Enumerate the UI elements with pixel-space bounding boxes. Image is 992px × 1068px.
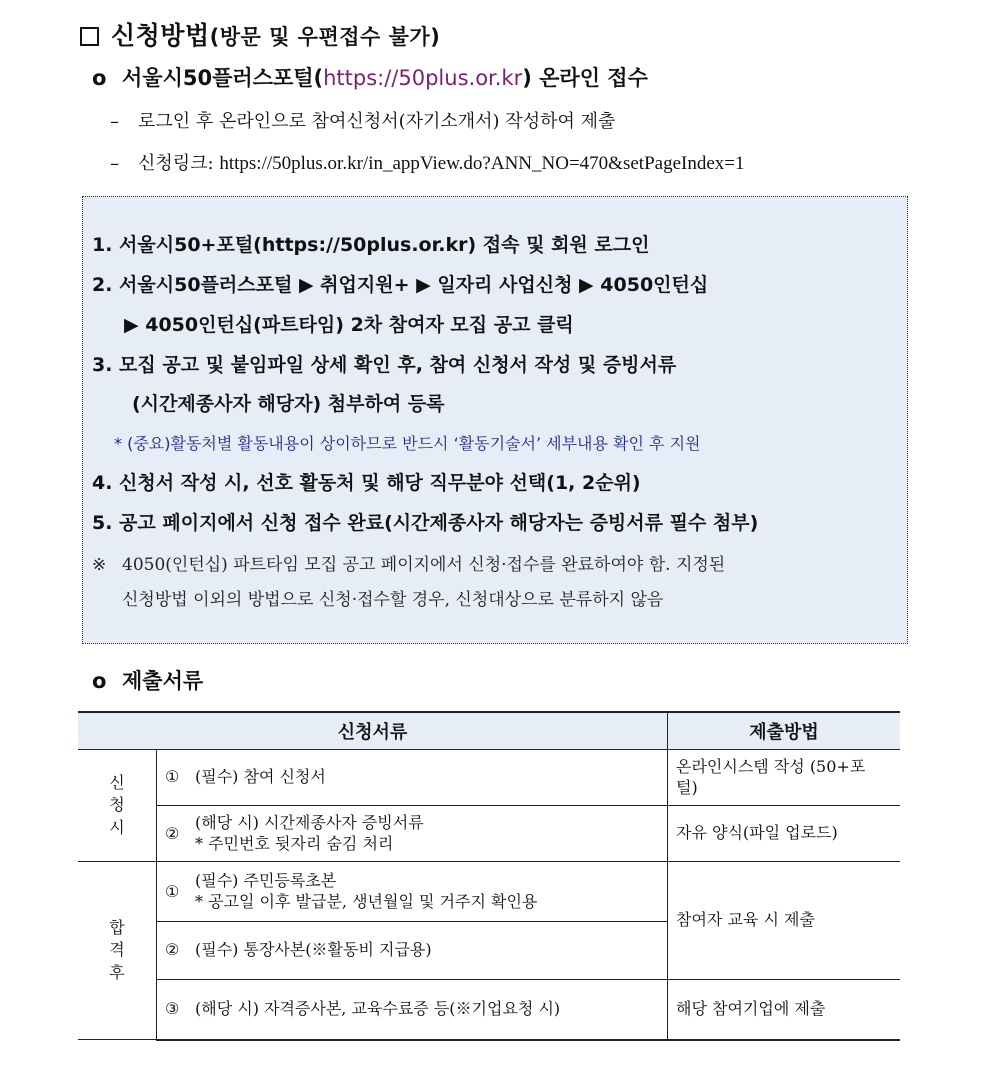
bullet-o: o	[92, 669, 107, 693]
section-subtitle: (방문 및 우편접수 불가)	[209, 25, 441, 49]
method-cell: 온라인시스템 작성 (50+포털)	[668, 750, 901, 806]
documents-table	[78, 711, 900, 1041]
bullet-o: o	[92, 66, 107, 90]
step-3-cont: (시간제종사자 해당자) 첨부하여 등록	[132, 393, 445, 415]
method-cell: 참여자 교육 시 제출	[668, 862, 901, 980]
doc-cell: ②(해당 시) 시간제종사자 증빙서류 * 주민번호 뒷자리 숨김 처리	[157, 806, 668, 862]
doc-cell: ①(필수) 주민등록초본 * 공고일 이후 발급분, 생년월일 및 거주지 확인용	[157, 862, 668, 922]
section-heading	[80, 16, 440, 52]
reference-note: ※ 4050(인턴십) 파트타임 모집 공고 페이지에서 신청·접수를 완료하여야 함. 지정된	[92, 555, 726, 575]
header-method: 제출방법	[668, 712, 901, 750]
table-row	[78, 980, 900, 1040]
table-row	[78, 862, 900, 922]
step-2-cont: ▶ 4050인턴십(파트타임) 2차 참여자 모집 공고 클릭	[124, 314, 574, 336]
doc-cell: ② (필수) 통장사본(※활동비 지급용)	[157, 922, 668, 980]
group-after-pass: 합격 후	[78, 862, 157, 1040]
method-cell: 해당 참여기업에 제출	[668, 980, 901, 1040]
step-2: 2. 서울시50플러스포털 ▶ 취업지원+ ▶ 일자리 사업신청 ▶ 4050인턴십	[92, 274, 709, 296]
step-1: 1. 서울시50+포털(https://50plus.or.kr) 접속 및 회원 로그인	[92, 234, 650, 256]
reference-mark: ※	[92, 555, 107, 575]
online-apply-item: o 서울시50플러스포털(https://50plus.or.kr) 온라인 접수	[92, 66, 648, 90]
section-title: 신청방법	[111, 21, 210, 50]
docs-heading	[92, 665, 203, 695]
steps-box	[82, 196, 908, 644]
step-3: 3. 모집 공고 및 붙임파일 상세 확인 후, 참여 신청서 작성 및 증빙서류	[92, 354, 677, 376]
apply-link-line: – 신청링크: https://50plus.or.kr/in_appView.do?ANN_NO=470&setPageIndex=1	[110, 153, 745, 174]
table-row	[78, 750, 900, 806]
step-5: 5. 공고 페이지에서 신청 접수 완료(시간제종사자 해당자는 증빙서류 필수 첨부)	[92, 512, 759, 534]
header-documents: 신청서류	[78, 712, 668, 750]
reference-note-cont: 신청방법 이외의 방법으로 신청·접수할 경우, 신청대상으로 분류하지 않음	[122, 590, 664, 610]
online-desc-line: – 로그인 후 온라인으로 참여신청서(자기소개서) 작성하여 제출	[110, 111, 616, 132]
docs-title: 제출서류	[122, 669, 204, 693]
method-cell: 자유 양식(파일 업로드)	[668, 806, 901, 862]
portal-link[interactable]: https://50plus.or.kr	[323, 66, 523, 90]
checkbox-square-icon	[80, 27, 99, 46]
group-apply: 신청 시	[78, 750, 157, 862]
table-header-row	[78, 712, 900, 750]
step-4: 4. 신청서 작성 시, 선호 활동처 및 해당 직무분야 선택(1, 2순위)	[92, 472, 641, 494]
table-row	[78, 806, 900, 862]
apply-link[interactable]: https://50plus.or.kr/in_appView.do?ANN_NO=470&setPageIndex=1	[219, 153, 745, 174]
doc-cell: ③ (해당 시) 자격증사본, 교육수료증 등(※기업요청 시)	[157, 980, 668, 1040]
doc-cell: ① (필수) 참여 신청서	[157, 750, 668, 806]
important-note: * (중요)활동처별 활동내용이 상이하므로 반드시 ‘활동기술서’ 세부내용 확인 후 지원	[114, 434, 701, 453]
